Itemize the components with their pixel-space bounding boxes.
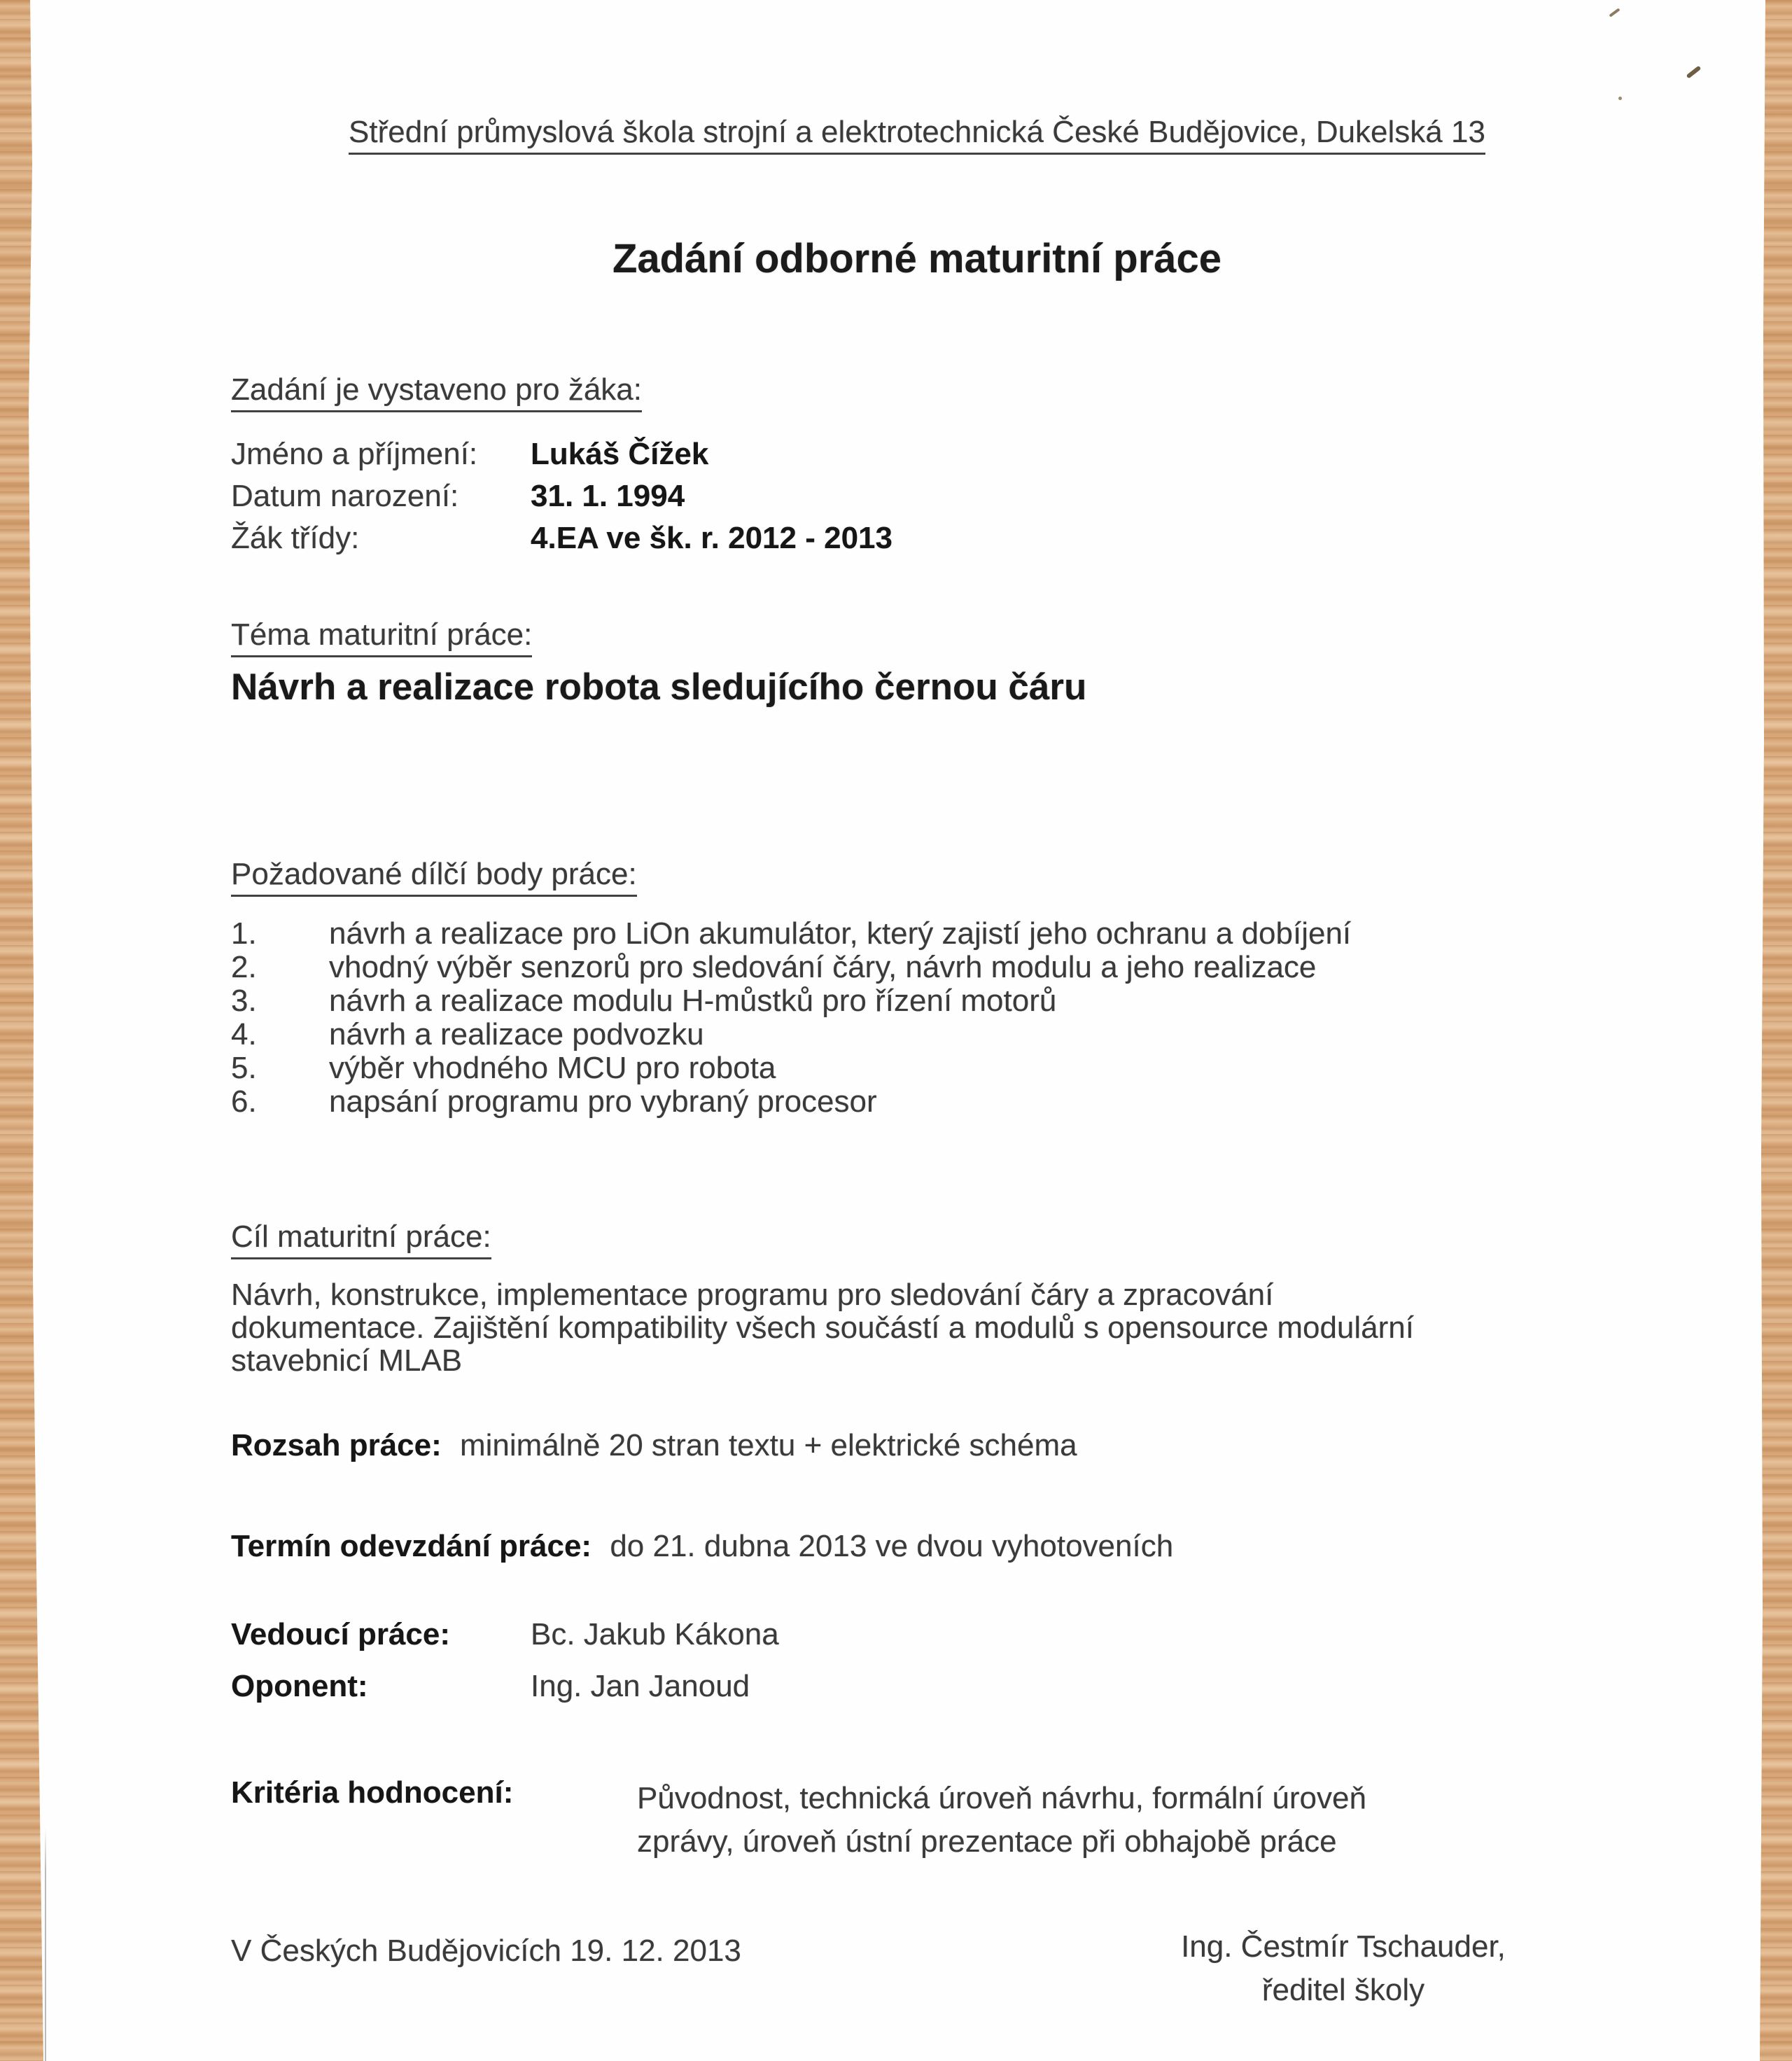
document-title: Zadání odborné maturitní práce [612, 236, 1222, 281]
list-item-text: návrh a realizace pro LiOn akumulátor, který zajistí jeho ochranu a dobíjení [329, 916, 1352, 951]
row-value: Lukáš Čížek [531, 437, 709, 471]
row-value: 4.EA ve šk. r. 2012 - 2013 [531, 521, 892, 555]
student-row-name [231, 438, 1603, 470]
list-item-text: výběr vhodného MCU pro robota [329, 1051, 776, 1085]
goal-paragraph [231, 1278, 1414, 1377]
list-item-number: 1. [231, 916, 257, 951]
list-item [231, 984, 1603, 1018]
row-label: Jméno a příjmení: [231, 437, 478, 471]
requirements-list [231, 917, 1603, 1119]
deadline-line [231, 1530, 1173, 1563]
student-info-rows [231, 438, 1603, 564]
row-value: Ing. Jan Janoud [531, 1669, 750, 1703]
thesis-topic-title: Návrh a realizace robota sledujícího černou čáru [231, 666, 1087, 708]
row-label: Žák třídy: [231, 521, 360, 555]
row-label: Oponent: [231, 1669, 368, 1703]
goal-section-heading: Cíl maturitní práce: [231, 1221, 491, 1259]
signature-role: ředitel školy [1261, 1973, 1425, 2007]
list-item-number: 4. [231, 1017, 257, 1052]
goal-line: stavebnicí MLAB [231, 1343, 463, 1378]
list-item-text: vhodný výběr senzorů pro sledování čáry, návrh modulu a jeho realizace [329, 950, 1317, 984]
criteria-label: Kritéria hodnocení: [231, 1775, 514, 1810]
signature-block [1147, 1931, 1539, 2006]
student-row-class [231, 522, 1603, 554]
student-section-heading: Zadání je vystaveno pro žáka: [231, 374, 642, 412]
row-value: Bc. Jakub Kákona [531, 1617, 779, 1651]
list-item-text: návrh a realizace podvozku [329, 1017, 704, 1052]
scan-speck [1618, 97, 1622, 100]
scope-line [231, 1430, 1077, 1462]
list-item-number: 2. [231, 950, 257, 984]
criteria-line: Původnost, technická úroveň návrhu, formální úroveň [637, 1781, 1366, 1815]
school-header-text: Střední průmyslová škola strojní a elektrotechnická České Budějovice, Dukelská 13 [349, 116, 1485, 155]
row-label: Vedoucí práce: [231, 1617, 451, 1651]
list-item-text: návrh a realizace modulu H-můstků pro řízení motorů [329, 984, 1057, 1018]
list-item-number: 3. [231, 984, 257, 1018]
signature-name: Ing. Čestmír Tschauder, [1181, 1929, 1506, 1964]
list-item [231, 1052, 1603, 1085]
row-value: 31. 1. 1994 [531, 479, 685, 513]
paper-edge-shadow [45, 1829, 46, 2061]
scope-label: Rozsah práce: [231, 1428, 442, 1462]
wood-background-left [0, 0, 46, 2061]
topic-section-heading: Téma maturitní práce: [231, 619, 532, 657]
list-item-text: napsání programu pro vybraný procesor [329, 1084, 877, 1119]
goal-line: Návrh, konstrukce, implementace programu pro sledování čáry a zpracování [231, 1278, 1274, 1312]
requirements-section-heading: Požadované dílčí body práce: [231, 858, 637, 897]
list-item [231, 917, 1603, 951]
people-rows [231, 1619, 1603, 1722]
row-label: Datum narození: [231, 479, 459, 513]
list-item-number: 6. [231, 1084, 257, 1119]
wood-background-right [1756, 0, 1792, 2061]
school-header [231, 116, 1603, 155]
scope-value: minimálně 20 stran textu + elektrické schéma [460, 1428, 1077, 1462]
supervisor-row [231, 1619, 1603, 1651]
deadline-value: do 21. dubna 2013 ve dvou vyhotoveních [610, 1529, 1174, 1563]
opponent-row [231, 1670, 1603, 1703]
list-item [231, 1085, 1603, 1119]
criteria-value [637, 1777, 1366, 1864]
student-row-birthdate [231, 480, 1603, 512]
criteria-row [231, 1777, 1603, 1864]
place-and-date: V Českých Budějovicích 19. 12. 2013 [231, 1934, 741, 1968]
list-item [231, 1018, 1603, 1052]
criteria-line: zprávy, úroveň ústní prezentace při obhajobě práce [637, 1824, 1337, 1859]
list-item-number: 5. [231, 1051, 257, 1085]
scan-speck [1609, 8, 1620, 17]
list-item [231, 951, 1603, 984]
goal-line: dokumentace. Zajištění kompatibility všech součástí a modulů s opensource modulární [231, 1311, 1414, 1345]
scan-speck [1686, 66, 1702, 79]
document-content [231, 0, 1603, 2061]
deadline-label: Termín odevzdání práce: [231, 1529, 592, 1563]
